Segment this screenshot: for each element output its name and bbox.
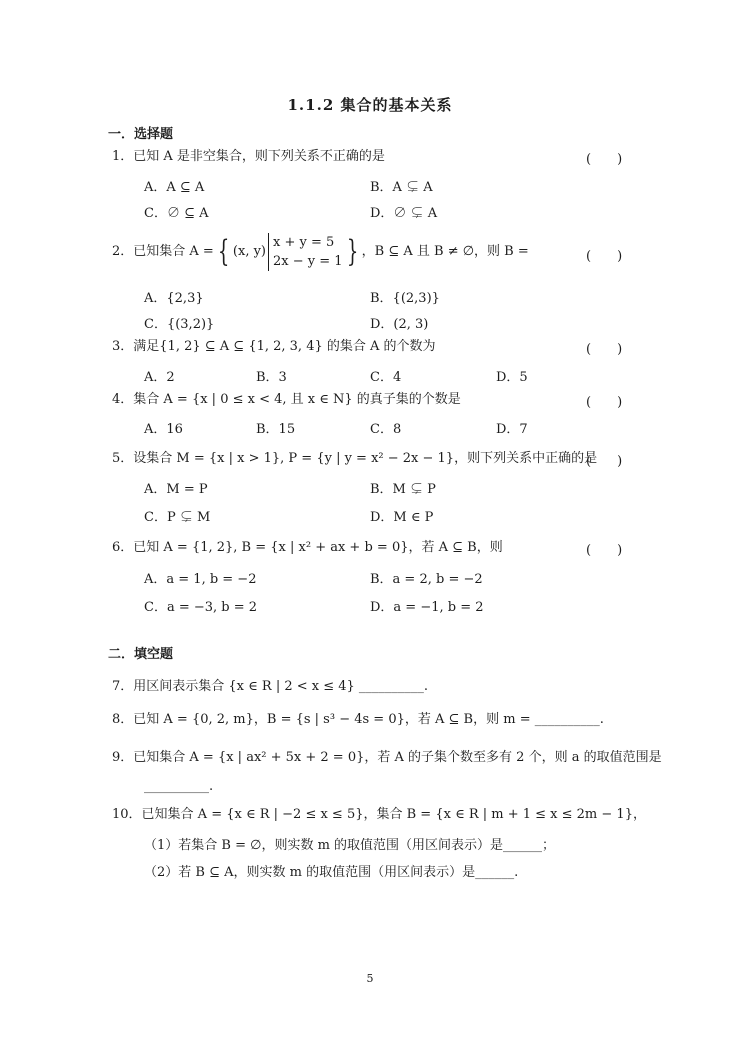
q6-option-a: A．a = 1, b = −2 [144, 572, 257, 587]
equation-system [268, 233, 343, 271]
q1-option-a: A．A ⊆ A [144, 180, 205, 195]
question-8: 8．已知 A = {0, 2, m}，B = {s | s³ − 4s = 0}，若 A ⊆ B，则 m = __________. [112, 712, 604, 727]
q3-option-b: B．3 [256, 370, 287, 385]
right-brace-icon: } [346, 234, 358, 269]
q1-option-c: C．∅ ⊆ A [144, 206, 209, 221]
answer-bracket-4: ( ) [586, 395, 623, 410]
q4-option-a: A．16 [144, 422, 183, 437]
q3-option-d: D．5 [496, 370, 528, 385]
q5-option-a: A．M = P [144, 482, 208, 497]
q2-pair: (x, y) [232, 244, 267, 259]
section-fill-heading: 二．填空题 [108, 647, 174, 662]
question-3: 3．满足{1, 2} ⊆ A ⊆ {1, 2, 3, 4} 的集合 A 的个数为 [112, 339, 436, 354]
answer-bracket-2: ( ) [586, 249, 623, 264]
q3-option-c: C．4 [370, 370, 402, 385]
question-1: 1．已知 A 是非空集合，则下列关系不正确的是 [112, 149, 385, 164]
q2-prefix: 2．已知集合 A = [112, 244, 214, 259]
q6-option-d: D．a = −1, b = 2 [370, 600, 484, 615]
q1-option-d: D．∅ ⊊ A [370, 206, 438, 221]
answer-bracket-5: ( ) [586, 454, 623, 469]
question-5: 5．设集合 M = {x | x > 1}, P = {y | y = x² − 2x − 1}，则下列关系中正确的是 [112, 451, 598, 466]
left-brace-icon: { [217, 234, 230, 269]
q2-option-d: D．(2, 3) [370, 317, 429, 332]
q4-option-c: C．8 [370, 422, 402, 437]
equation-2: 2x − y = 1 [273, 254, 343, 269]
question-10-part-2: （2）若 B ⊆ A，则实数 m 的取值范围（用区间表示）是______. [144, 865, 519, 880]
q2-suffix: ，B ⊆ A 且 B ≠ ∅，则 B = [361, 244, 529, 259]
q1-option-b: B．A ⊊ A [370, 180, 433, 195]
q4-option-d: D．7 [496, 422, 528, 437]
q6-option-c: C．a = −3, b = 2 [144, 600, 258, 615]
q2-option-c: C．{(3,2)} [144, 317, 215, 332]
q5-option-c: C．P ⊊ M [144, 510, 211, 525]
equation-1: x + y = 5 [273, 235, 335, 250]
q2-option-b: B．{(2,3)} [370, 291, 440, 306]
page-title: 1.1.2 集合的基本关系 [287, 96, 453, 114]
question-7: 7．用区间表示集合 {x ∈ R | 2 < x ≤ 4} __________. [112, 679, 429, 694]
question-10: 10．已知集合 A = {x ∈ R | −2 ≤ x ≤ 5}，集合 B = {x ∈ R | m + 1 ≤ x ≤ 2m − 1}， [112, 807, 646, 822]
question-9: 9．已知集合 A = {x | ax² + 5x + 2 = 0}，若 A 的子集个数至多有 2 个，则 a 的取值范围是 [112, 750, 662, 765]
answer-bracket-3: ( ) [586, 342, 623, 357]
q5-option-b: B．M ⊊ P [370, 482, 436, 497]
answer-bracket-1: ( ) [586, 152, 623, 167]
answer-bracket-6: ( ) [586, 543, 623, 558]
question-4: 4．集合 A = {x | 0 ≤ x < 4, 且 x ∈ N} 的真子集的个数是 [112, 392, 461, 407]
question-9-blank: __________. [144, 779, 214, 794]
section-choice-heading: 一．选择题 [108, 127, 174, 142]
question-10-part-1: （1）若集合 B = ∅，则实数 m 的取值范围（用区间表示）是______； [144, 838, 556, 853]
q5-option-d: D．M ∈ P [370, 510, 434, 525]
page-number: 5 [366, 972, 374, 985]
question-6: 6．已知 A = {1, 2}, B = {x | x² + ax + b = 0}，若 A ⊆ B，则 [112, 540, 503, 555]
q4-option-b: B．15 [256, 422, 296, 437]
q2-option-a: A．{2,3} [144, 291, 204, 306]
q3-option-a: A．2 [144, 370, 175, 385]
question-2 [112, 232, 529, 273]
q6-option-b: B．a = 2, b = −2 [370, 572, 483, 587]
